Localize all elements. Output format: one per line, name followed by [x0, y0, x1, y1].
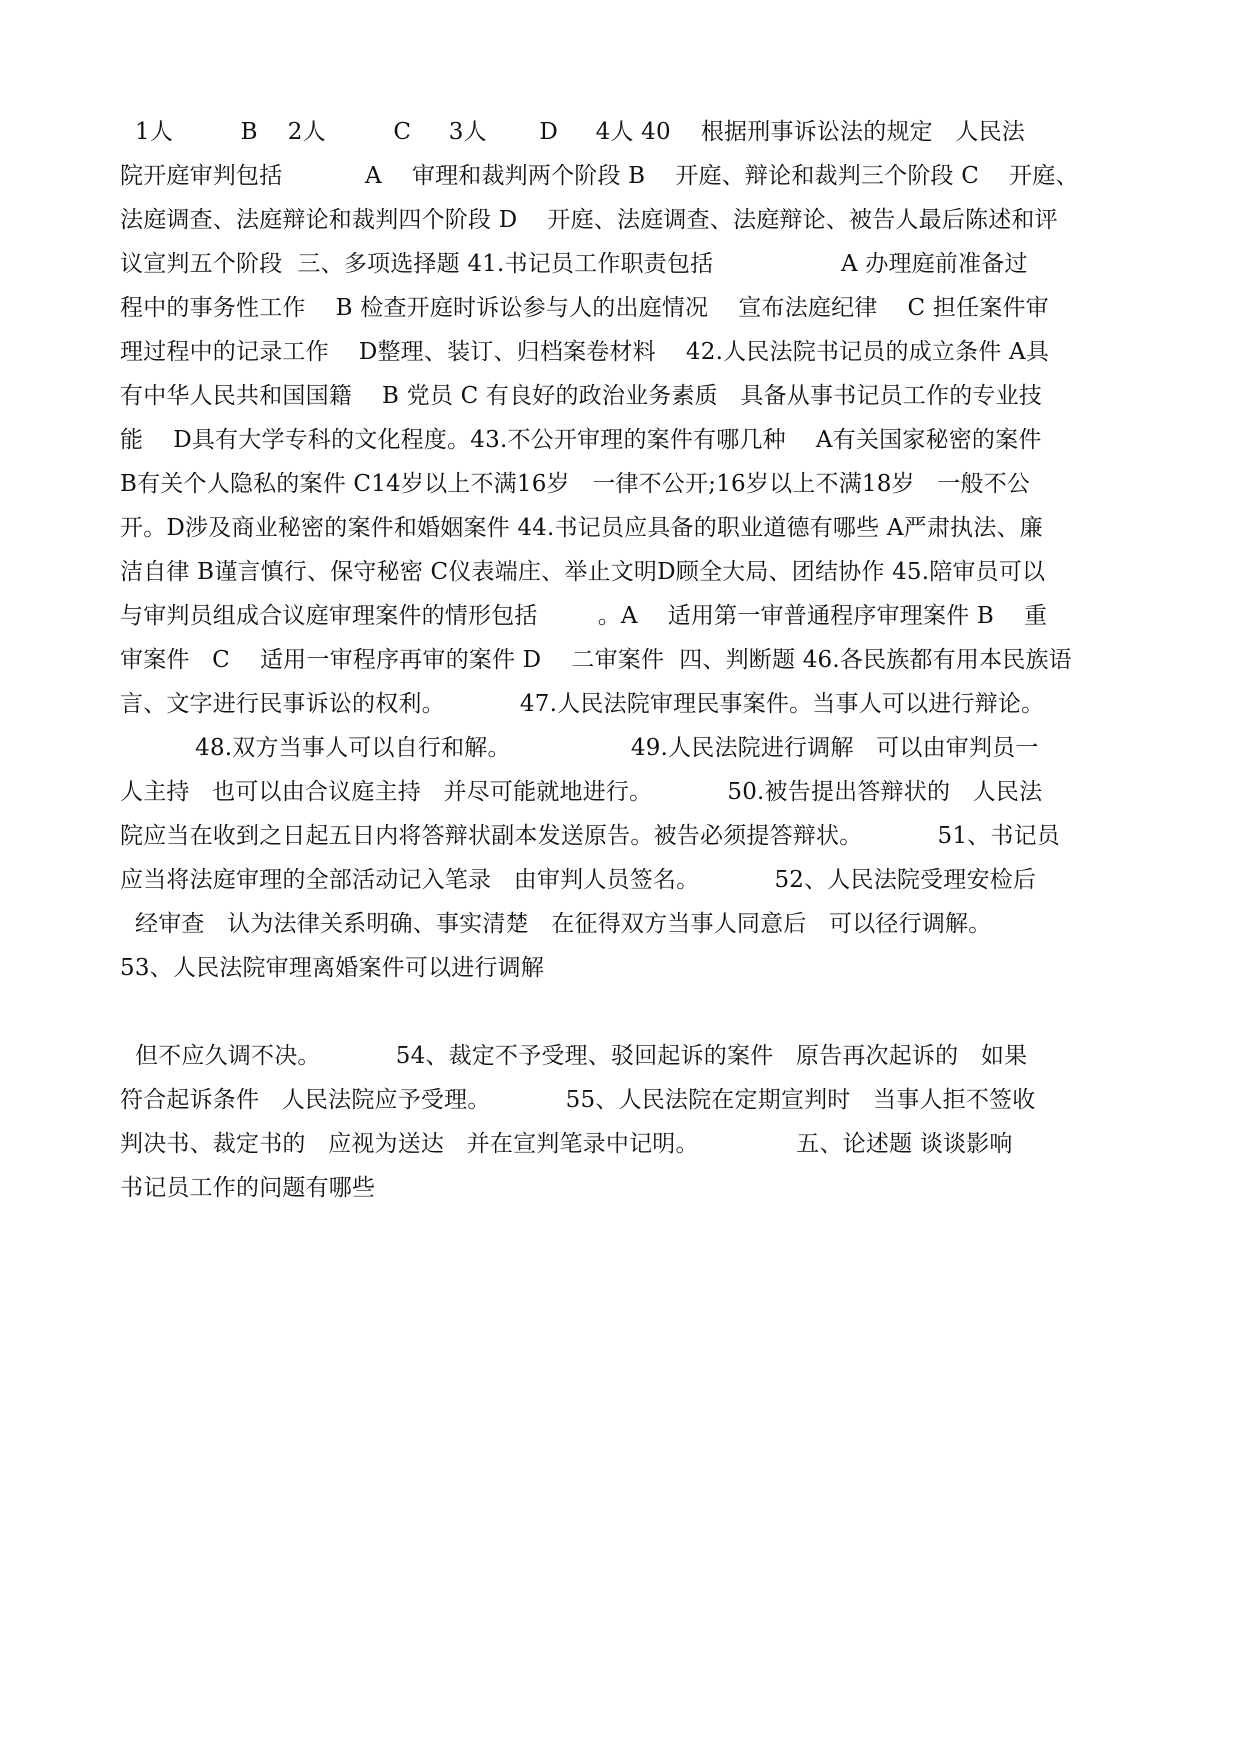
text-line: 但不应久调不决。 54、裁定不予受理、驳回起诉的案件 原告再次起诉的 如果	[120, 1043, 1028, 1069]
text-line: 书记员工作的问题有哪些	[120, 1175, 376, 1201]
text-line: 与审判员组成合议庭审理案件的情形包括 。A 适用第一审普通程序审理案件 B 重	[120, 603, 1048, 629]
text-line: 程中的事务性工作 B 检查开庭时诉讼参与人的出庭情况 宣布法庭纪律 C 担任案件审	[120, 295, 1049, 321]
text-line: 53、人民法院审理离婚案件可以进行调解	[120, 955, 545, 981]
text-line: 开。D涉及商业秘密的案件和婚姻案件 44.书记员应具备的职业道德有哪些 A严肃执法、廉	[120, 515, 1043, 541]
text-line: 法庭调查、法庭辩论和裁判四个阶段 D 开庭、法庭调查、法庭辩论、被告人最后陈述和评	[120, 207, 1058, 233]
text-line: 符合起诉条件 人民法院应予受理。 55、人民法院在定期宣判时 当事人拒不签收	[120, 1087, 1036, 1113]
text-line: 判决书、裁定书的 应视为送达 并在宣判笔录中记明。 五、论述题 谈谈影响	[120, 1131, 1013, 1157]
text-line: 48.双方当事人可以自行和解。 49.人民法院进行调解 可以由审判员一	[120, 735, 1039, 761]
text-line: 审案件 C 适用一审程序再审的案件 D 二审案件 四、判断题 46.各民族都有用本民族语	[120, 647, 1072, 673]
text-line: 能 D具有大学专科的文化程度。43.不公开审理的案件有哪几种 A有关国家秘密的案件	[120, 427, 1042, 453]
text-line: 院开庭审判包括 A 审理和裁判两个阶段 B 开庭、辩论和裁判三个阶段 C 开庭、	[120, 163, 1079, 189]
text-line: 理过程中的记录工作 D整理、装订、归档案卷材料 42.人民法院书记员的成立条件 A具	[120, 339, 1050, 365]
text-line: 有中华人民共和国国籍 B 党员 C 有良好的政治业务素质 具备从事书记员工作的专业技	[120, 383, 1043, 409]
text-line: B有关个人隐私的案件 C14岁以上不满16岁 一律不公开;16岁以上不满18岁 一般不公	[120, 471, 1031, 497]
text-line: 言、文字进行民事诉讼的权利。 47.人民法院审理民事案件。当事人可以进行辩论。	[120, 691, 1045, 717]
text-line: 应当将法庭审理的全部活动记入笔录 由审判人员签名。 52、人民法院受理安检后	[120, 867, 1037, 893]
text-line: 人主持 也可以由合议庭主持 并尽可能就地进行。 50.被告提出答辩状的 人民法	[120, 779, 1043, 805]
text-line: 1人 B 2人 C 3人 D 4人 40 根据刑事诉讼法的规定 人民法	[120, 119, 1025, 145]
text-line: 洁自律 B谨言慎行、保守秘密 C仪表端庄、举止文明D顾全大局、团结协作 45.陪审员可以	[120, 559, 1046, 585]
text-line: 院应当在收到之日起五日内将答辩状副本发送原告。被告必须提答辩状。 51、书记员	[120, 823, 1060, 849]
text-line: 经审查 认为法律关系明确、事实清楚 在征得双方当事人同意后 可以径行调解。	[120, 911, 992, 937]
text-line: 议宣判五个阶段 三、多项选择题 41.书记员工作职责包括 A 办理庭前准备过	[120, 251, 1028, 277]
